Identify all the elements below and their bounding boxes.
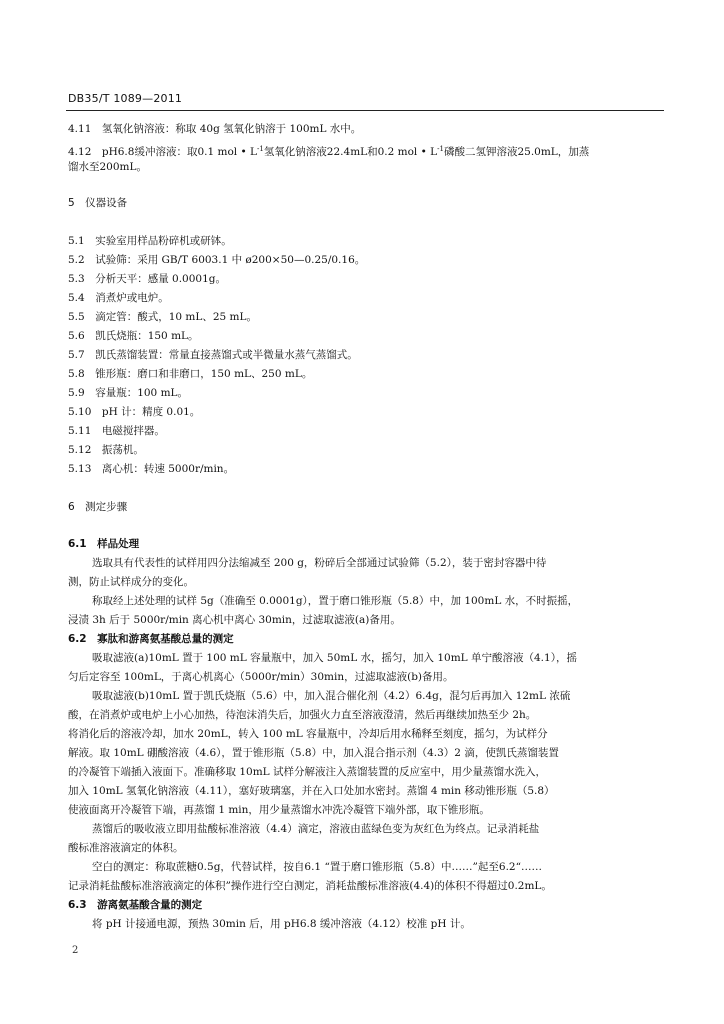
section-6-1-heading: 6.1 样品处理: [68, 538, 140, 550]
section-5-heading: 5 仪器设备: [68, 197, 128, 209]
paragraph-line: 记录消耗盐酸标准溶液滴定的体积”操作进行空白测定，消耗盐酸标准溶液(4.4)的体积不得超过0.2mL。: [68, 880, 552, 892]
paragraph-line: 吸取滤液(b)10mL 置于凯氏烧瓶（5.6）中，加入混合催化剂（4.2）6.4g，混匀后再加入 12mL 浓硫: [92, 690, 571, 702]
item-5-8: 5.8 锥形瓶：磨口和非磨口，150 mL、250 mL。: [68, 368, 313, 380]
paragraph-line: 称取经上述处理的试样 5g（准确至 0.0001g），置于磨口锥形瓶（5.8）中，加 100mL 水，不时振摇，: [92, 595, 579, 607]
item-5-11: 5.11 电磁搅拌器。: [68, 425, 165, 437]
paragraph-line: 测，防止试样成分的变化。: [68, 576, 194, 588]
item-5-10: 5.10 pH 计：精度 0.01。: [68, 406, 201, 418]
paragraph-line: 浸渍 3h 后于 5000r/min 离心机中离心 30min，过滤取滤液(a)备用。: [68, 614, 401, 626]
paragraph-line: 的冷凝管下端插入液面下。准确移取 10mL 试样分解液注入蒸馏装置的反应室中，用少量蒸馏水洗入，: [68, 766, 546, 778]
paragraph-line: 蒸馏后的吸收液立即用盐酸标准溶液（4.4）滴定，溶液由蓝绿色变为灰红色为终点。记录消耗盐: [92, 823, 540, 835]
item-4-12: [68, 142, 589, 159]
section-6-3-heading: 6.3 游离氨基酸含量的测定: [68, 899, 203, 911]
item-4-11: 4.11 氢氧化钠溶液：称取 40g 氢氧化钠溶于 100mL 水中。: [68, 123, 362, 135]
item-5-3: 5.3 分析天平：感量 0.0001g。: [68, 273, 226, 285]
item-5-2: 5.2 试验筛：采用 GB/T 6003.1 中 ø200×50—0.25/0.16。: [68, 254, 366, 266]
paragraph-line: 酸，在消煮炉或电炉上小心加热，待泡沫消失后，加强火力直至溶液澄清，然后再继续加热至少 2h。: [68, 709, 537, 721]
item-5-5: 5.5 滴定管：酸式，10 mL、25 mL。: [68, 311, 257, 323]
item-4-12-part2: 氢氧化钠溶液22.4mL和0.2 mol • L: [263, 146, 438, 158]
standard-code-header: DB35/T 1089—2011: [68, 92, 183, 105]
superscript: -1: [256, 145, 264, 153]
header-rule: [66, 110, 664, 111]
item-4-12-part1: 4.12 pH6.8缓冲溶液：取0.1 mol • L: [68, 146, 257, 158]
item-5-12: 5.12 振荡机。: [68, 444, 144, 456]
item-5-7: 5.7 凯氏蒸馏装置：常量直接蒸馏式或半微量水蒸气蒸馏式。: [68, 349, 358, 361]
paragraph-line: 选取具有代表性的试样用四分法缩减至 200 g，粉碎后全部通过试验筛（5.2），装于密封容器中待: [92, 557, 547, 569]
superscript: -1: [437, 145, 444, 153]
paragraph-line: 空白的测定：称取蔗糖0.5g，代替试样，按自6.1 “置于磨口锥形瓶（5.8）中……”起至6.2“……: [92, 861, 542, 873]
item-4-12-part3: 磷酸二氢钾溶液25.0mL，加蒸: [443, 146, 590, 158]
paragraph-line: 将 pH 计接通电源，预热 30min 后，用 pH6.8 缓冲溶液（4.12）校准 pH 计。: [92, 918, 471, 930]
item-5-6: 5.6 凯氏烧瓶：150 mL。: [68, 330, 199, 342]
paragraph-line: 吸取滤液(a)10mL 置于 100 mL 容量瓶中，加入 50mL 水，摇匀，加入 10mL 单宁酸溶液（4.1），摇: [92, 652, 577, 664]
item-5-9: 5.9 容量瓶：100 mL。: [68, 387, 189, 399]
paragraph-line: 匀后定容至 100mL，于离心机离心（5000r/min）30min，过滤取滤液(b)备用。: [68, 671, 454, 683]
page-number: 2: [72, 945, 79, 956]
section-6-heading: 6 测定步骤: [68, 501, 128, 513]
paragraph-line: 加入 10mL 氢氧化钠溶液（4.11），塞好玻璃塞，并在入口处加水密封。蒸馏 4 min 移动锥形瓶（5.8）: [68, 785, 555, 797]
item-5-1: 5.1 实验室用样品粉碎机或研钵。: [68, 235, 232, 247]
item-5-13: 5.13 离心机：转速 5000r/min。: [68, 463, 235, 475]
paragraph-line: 解液。取 10mL 硼酸溶液（4.6），置于锥形瓶（5.8）中，加入混合指示剂（4.3）2 滴，使凯氏蒸馏装置: [68, 747, 559, 759]
item-4-12-cont: 馏水至200mL。: [68, 161, 147, 173]
paragraph-line: 将消化后的溶液冷却，加水 20mL，转入 100 mL 容量瓶中，冷却后用水稀释至刻度，摇匀，为试样分: [68, 728, 548, 740]
section-6-2-heading: 6.2 寡肽和游离氨基酸总量的测定: [68, 633, 234, 645]
paragraph-line: 使液面离开冷凝管下端，再蒸馏 1 min，用少量蒸馏水冲洗冷凝管下端外部，取下锥形瓶。: [68, 804, 490, 816]
item-5-4: 5.4 消煮炉或电炉。: [68, 292, 169, 304]
paragraph-line: 酸标准溶液滴定的体积。: [68, 842, 184, 854]
